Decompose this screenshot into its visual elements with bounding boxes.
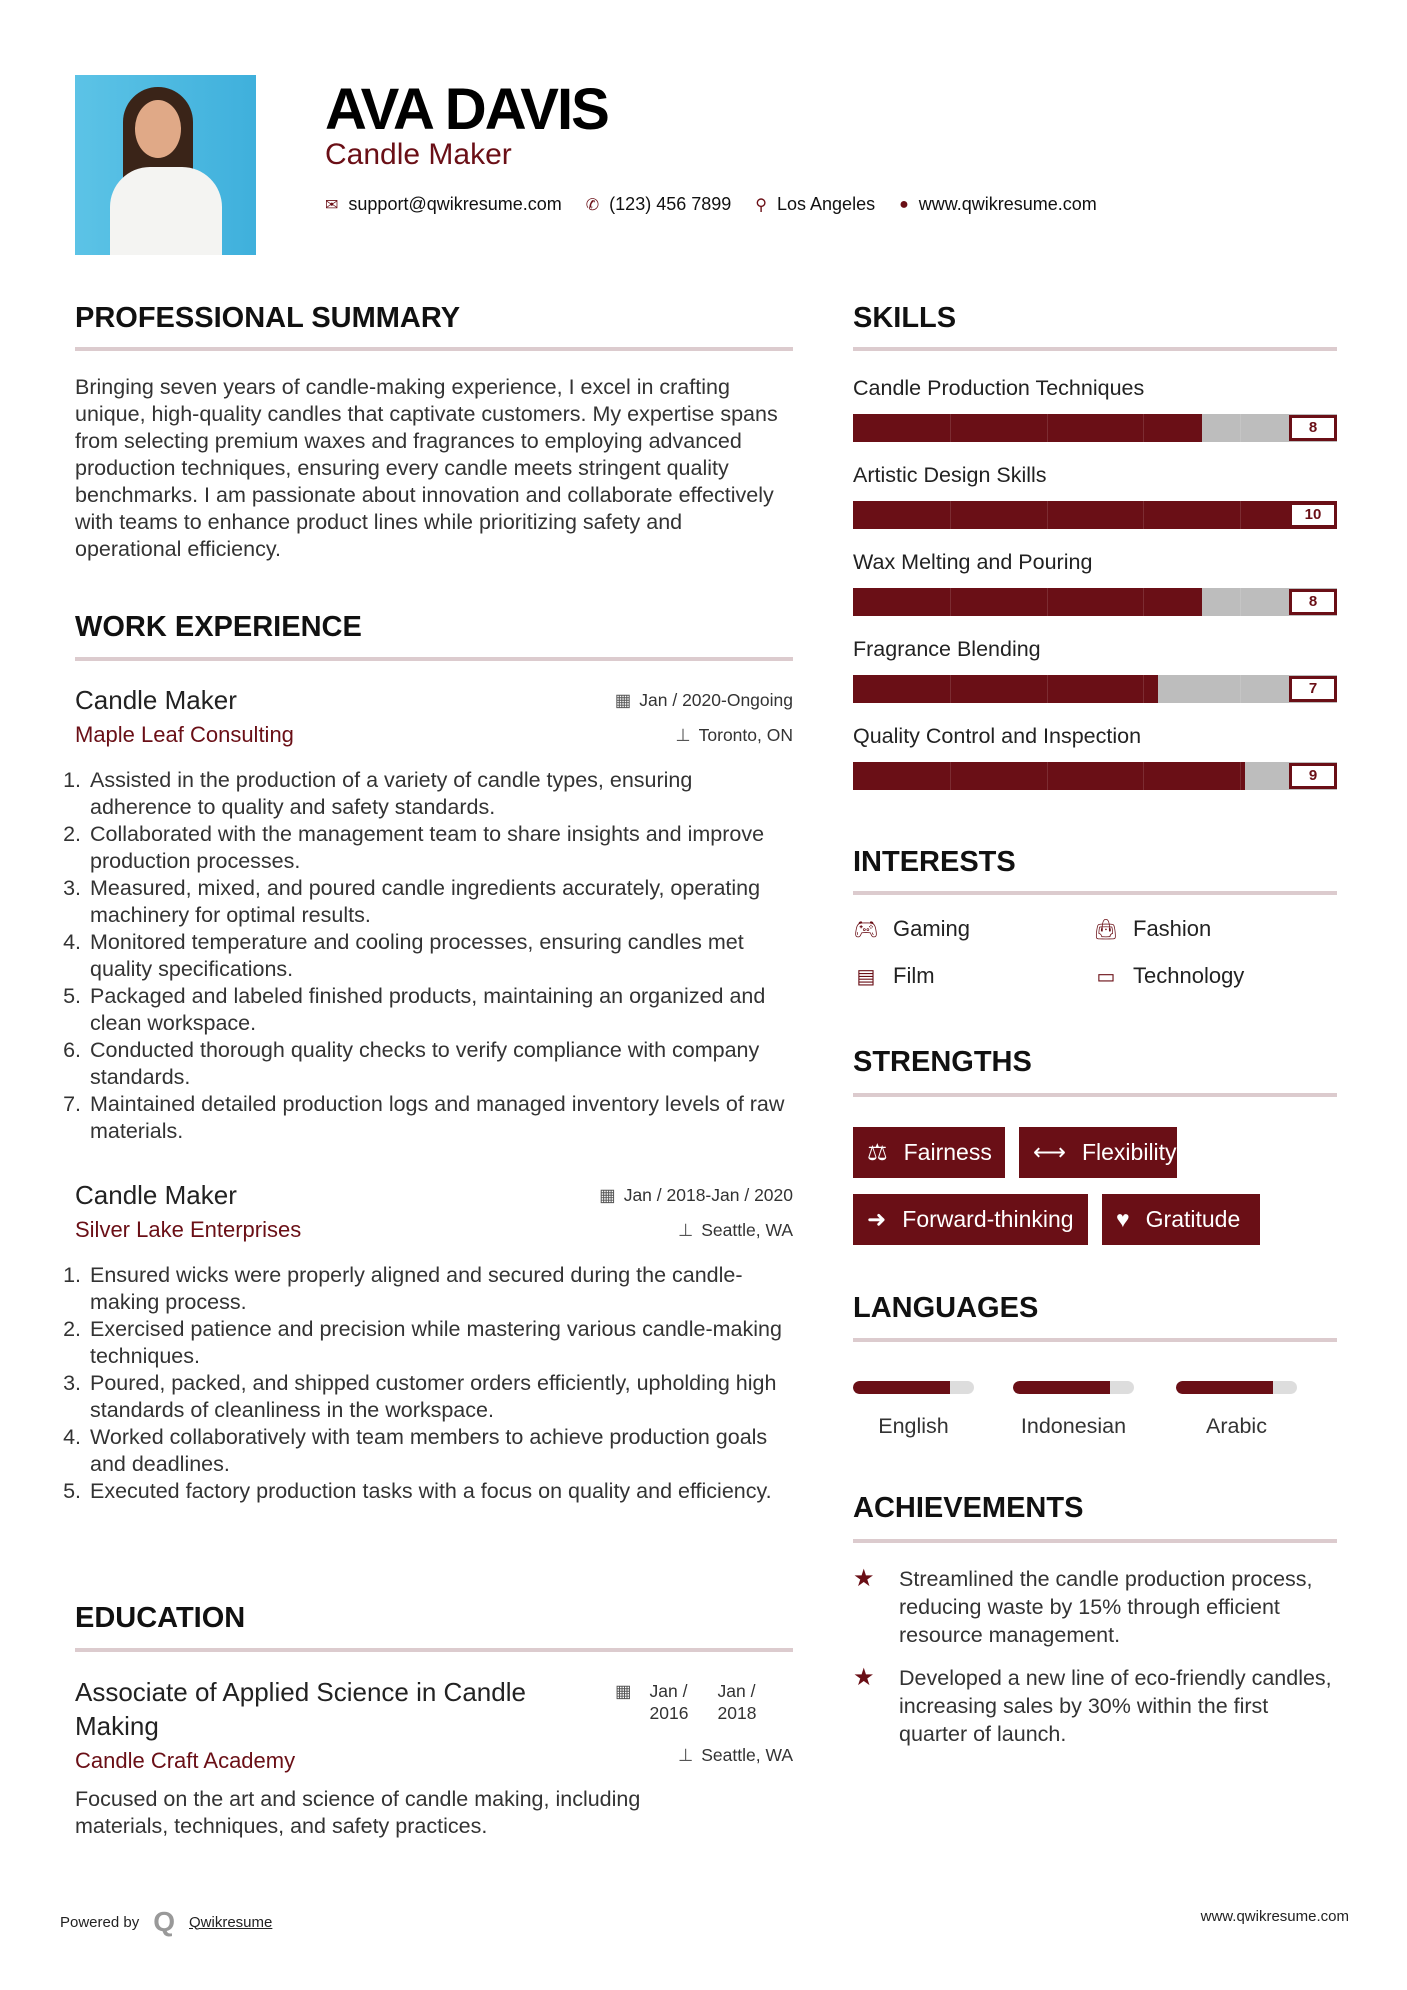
skill-bar-segment [1240,501,1241,529]
edu-description: Focused on the art and science of candle making, including materials, techniques, and safety practices. [75,1787,641,1838]
language-fill [1013,1381,1110,1394]
achievement-text: Streamlined the candle production process, reducing waste by 15% through efficient resource management. [899,1567,1313,1647]
calendar-icon: ▦ [615,1681,632,1701]
divider [75,347,793,351]
skill-bar-segment [950,675,951,703]
language-item [853,1381,974,1439]
skill-name: Fragrance Blending [853,637,1041,661]
skill-bar-segment [950,414,951,442]
bullet: 2. Collaborated with the management team to share insights and improve production processes. [87,821,793,875]
job-title: Candle Maker [75,1179,237,1210]
languages-heading: LANGUAGES [853,1292,1039,1324]
skill-bar-segment [1143,762,1144,790]
divider [853,1338,1337,1342]
bullet: 2. Exercised patience and precision while mastering various candle-making techniques. [87,1316,793,1370]
qwikresume-link[interactable]: Qwikresume [189,1913,273,1931]
degree-title: Associate of Applied Science in Candle Making [75,1677,526,1741]
strength-tag [853,1194,1088,1245]
skills-heading: SKILLS [853,302,957,334]
skill-bar [853,501,1337,529]
company-name: Silver Lake Enterprises [75,1217,302,1242]
skill-bar-segment [1240,762,1241,790]
contact-email[interactable]: support@qwikresume.com [348,194,562,214]
skill-bar-fill [853,675,1158,703]
language-name: Indonesian [1020,1414,1127,1438]
arrow-right-icon: ➜ [867,1206,887,1232]
bullet: 6. Conducted thorough quality checks to verify compliance with company standards. [87,1037,793,1091]
skill-score: 9 [1289,763,1337,789]
interest-item [1093,963,1244,989]
skill-item [853,374,1337,442]
skill-bar-fill [853,501,1337,529]
calendar-icon: ▦ [614,689,632,710]
achievement-item [853,1565,1337,1649]
contact-location: Los Angeles [777,194,876,214]
language-bar [853,1381,974,1394]
job-date: Jan / 2018-Jan / 2020 [623,1184,793,1205]
skill-bar [853,414,1337,442]
interest-item [853,916,970,942]
education-dates [615,1680,776,1724]
skill-bar-fill [853,588,1202,616]
divider [853,347,1337,351]
interest-item [853,963,935,989]
skill-bar-segment [1047,762,1048,790]
globe-icon: ● [899,195,909,213]
job-location: Seattle, WA [701,1219,793,1240]
skill-bar-segment [1240,675,1241,703]
skill-bar-segment [950,762,951,790]
qwikresume-logo-icon: Q [153,1906,175,1937]
skill-bar [853,762,1337,790]
skill-bar-segment [1143,588,1144,616]
language-name: English [878,1414,949,1438]
bullet: 3. Poured, packed, and shipped customer orders efficiently, upholding high standards of cleanliness in the workspace. [87,1370,793,1424]
bullet: 1. Assisted in the production of a variety of candle types, ensuring adherence to quality and safety standards. [87,767,793,821]
skill-score: 8 [1289,415,1337,441]
skill-item [853,461,1337,529]
language-name: Arabic [1206,1414,1267,1438]
footer-brand [60,1906,272,1938]
language-item [1176,1381,1297,1439]
skill-bar-segment [1240,414,1241,442]
shopping-bag-icon: 👜︎ [1093,918,1119,941]
edu-location-wrap [600,1745,793,1766]
skill-bar-segment [1047,501,1048,529]
skill-name: Artistic Design Skills [853,463,1047,487]
education-heading: EDUCATION [75,1602,246,1634]
strength-tag [1102,1194,1260,1245]
edu-start: Jan / 2016 [649,1681,689,1723]
profile-photo [75,75,256,255]
strength-label: Forward-thinking [902,1206,1074,1232]
shooting-star-icon: ★ [853,1565,875,1592]
candidate-title: Candle Maker [325,138,512,171]
gamepad-icon: 🎮︎ [853,918,879,941]
skill-score: 10 [1289,502,1337,528]
experience-heading: WORK EXPERIENCE [75,611,362,643]
powered-by-label: Powered by [60,1913,140,1931]
heart-icon: ♥ [1116,1206,1130,1232]
bullet: 5. Packaged and labeled finished products, maintaining an organized and clean workspace. [87,983,793,1037]
skill-item [853,722,1337,790]
bullet: 3. Measured, mixed, and poured candle ingredients accurately, operating machinery for optimal results. [87,875,793,929]
job-entry [75,1178,793,1505]
language-item [1013,1381,1134,1439]
skill-bar-segment [1143,501,1144,529]
job-title: Candle Maker [75,684,237,715]
interest-label: Technology [1133,963,1245,988]
language-fill [853,1381,950,1394]
skill-bar-fill [853,762,1245,790]
shooting-star-icon: ★ [853,1664,875,1691]
language-fill [1176,1381,1273,1394]
skill-item [853,635,1337,703]
strengths-heading: STRENGTHS [853,1046,1032,1078]
strength-label: Gratitude [1145,1206,1241,1232]
job-bullets [69,1262,793,1505]
skills-list [853,374,1337,809]
contact-phone: (123) 456 7899 [609,194,732,214]
pin-icon: ⊥ [678,1219,694,1240]
pin-icon: ⊥ [678,1745,694,1765]
pin-icon: ⊥ [675,724,691,745]
skill-bar-segment [1143,675,1144,703]
divider [853,891,1337,895]
bullet: 5. Executed factory production tasks with a focus on quality and efficiency. [87,1478,793,1505]
divider [75,657,793,661]
arrows-horizontal-icon: ⟷ [1033,1139,1066,1165]
phone-icon: ✆ [585,196,600,214]
skill-bar-segment [1047,675,1048,703]
laptop-icon: ▭ [1096,965,1116,988]
calendar-icon: ▦ [599,1184,616,1205]
job-date: Jan / 2020-Ongoing [639,689,793,710]
bullet: 7. Maintained detailed production logs and managed inventory levels of raw materials. [87,1091,793,1145]
achievement-item [853,1664,1337,1748]
interest-label: Film [893,963,935,988]
footer-website[interactable]: www.qwikresume.com [1200,1908,1349,1925]
skill-name: Quality Control and Inspection [853,724,1142,748]
bullet: 1. Ensured wicks were properly aligned and secured during the candle-making process. [87,1262,793,1316]
edu-location: Seattle, WA [701,1745,793,1765]
bullet: 4. Worked collaboratively with team members to achieve production goals and deadlines. [87,1424,793,1478]
strength-tag [1019,1127,1177,1178]
job-bullets [69,767,793,1145]
skill-bar-segment [1240,588,1241,616]
skill-bar [853,675,1337,703]
skill-bar-segment [1143,414,1144,442]
map-marker-icon: ⚲ [755,196,767,214]
candidate-name: AVA DAVIS [325,77,608,142]
job-location: Toronto, ON [698,724,793,745]
summary-heading: PROFESSIONAL SUMMARY [75,302,461,334]
skill-name: Wax Melting and Pouring [853,550,1093,574]
contact-website[interactable]: www.qwikresume.com [918,194,1097,214]
interests-heading: INTERESTS [853,846,1016,878]
language-bar [1176,1381,1297,1394]
film-icon: ▤ [856,965,876,988]
skill-bar-segment [950,501,951,529]
balance-scale-icon: ⚖ [867,1139,888,1165]
strength-tag [853,1127,1005,1178]
achievements-heading: ACHIEVEMENTS [853,1492,1084,1524]
envelope-icon: ✉ [325,196,339,214]
company-name: Maple Leaf Consulting [75,722,294,747]
skill-score: 8 [1289,589,1337,615]
achievement-text: Developed a new line of eco-friendly candles, increasing sales by 30% within the first quarter of launch. [899,1666,1332,1746]
skill-name: Candle Production Techniques [853,376,1145,400]
skill-bar-fill [853,414,1202,442]
contact-bar [325,194,1097,215]
skill-bar [853,588,1337,616]
strength-label: Flexibility [1081,1139,1177,1165]
skill-bar-segment [950,588,951,616]
skill-bar-segment [1047,588,1048,616]
bullet: 4. Monitored temperature and cooling processes, ensuring candles met quality specifications. [87,929,793,983]
divider [853,1539,1337,1543]
language-bar [1013,1381,1134,1394]
divider [75,1648,793,1652]
summary-text: Bringing seven years of candle-making experience, I excel in crafting unique, high-quality candles that captivate customers. My expertise spans from selecting premium waxes and fragrances to employing advanced production techniques, ensuring every candle meets stringent quality benchmarks. I am passionate about innovation and collaborate effectively with teams to enhance product lines while prioritizing safety and operational efficiency. [75,375,778,561]
school-name: Candle Craft Academy [75,1748,296,1773]
skill-score: 7 [1289,676,1337,702]
interest-label: Fashion [1133,916,1212,941]
divider [853,1093,1337,1097]
skill-item [853,548,1337,616]
interest-item [1093,916,1211,942]
job-entry [75,683,793,1145]
interest-label: Gaming [893,916,971,941]
skill-bar-segment [1047,414,1048,442]
strength-label: Fairness [903,1139,992,1165]
edu-end: Jan / 2018 [717,1681,757,1723]
